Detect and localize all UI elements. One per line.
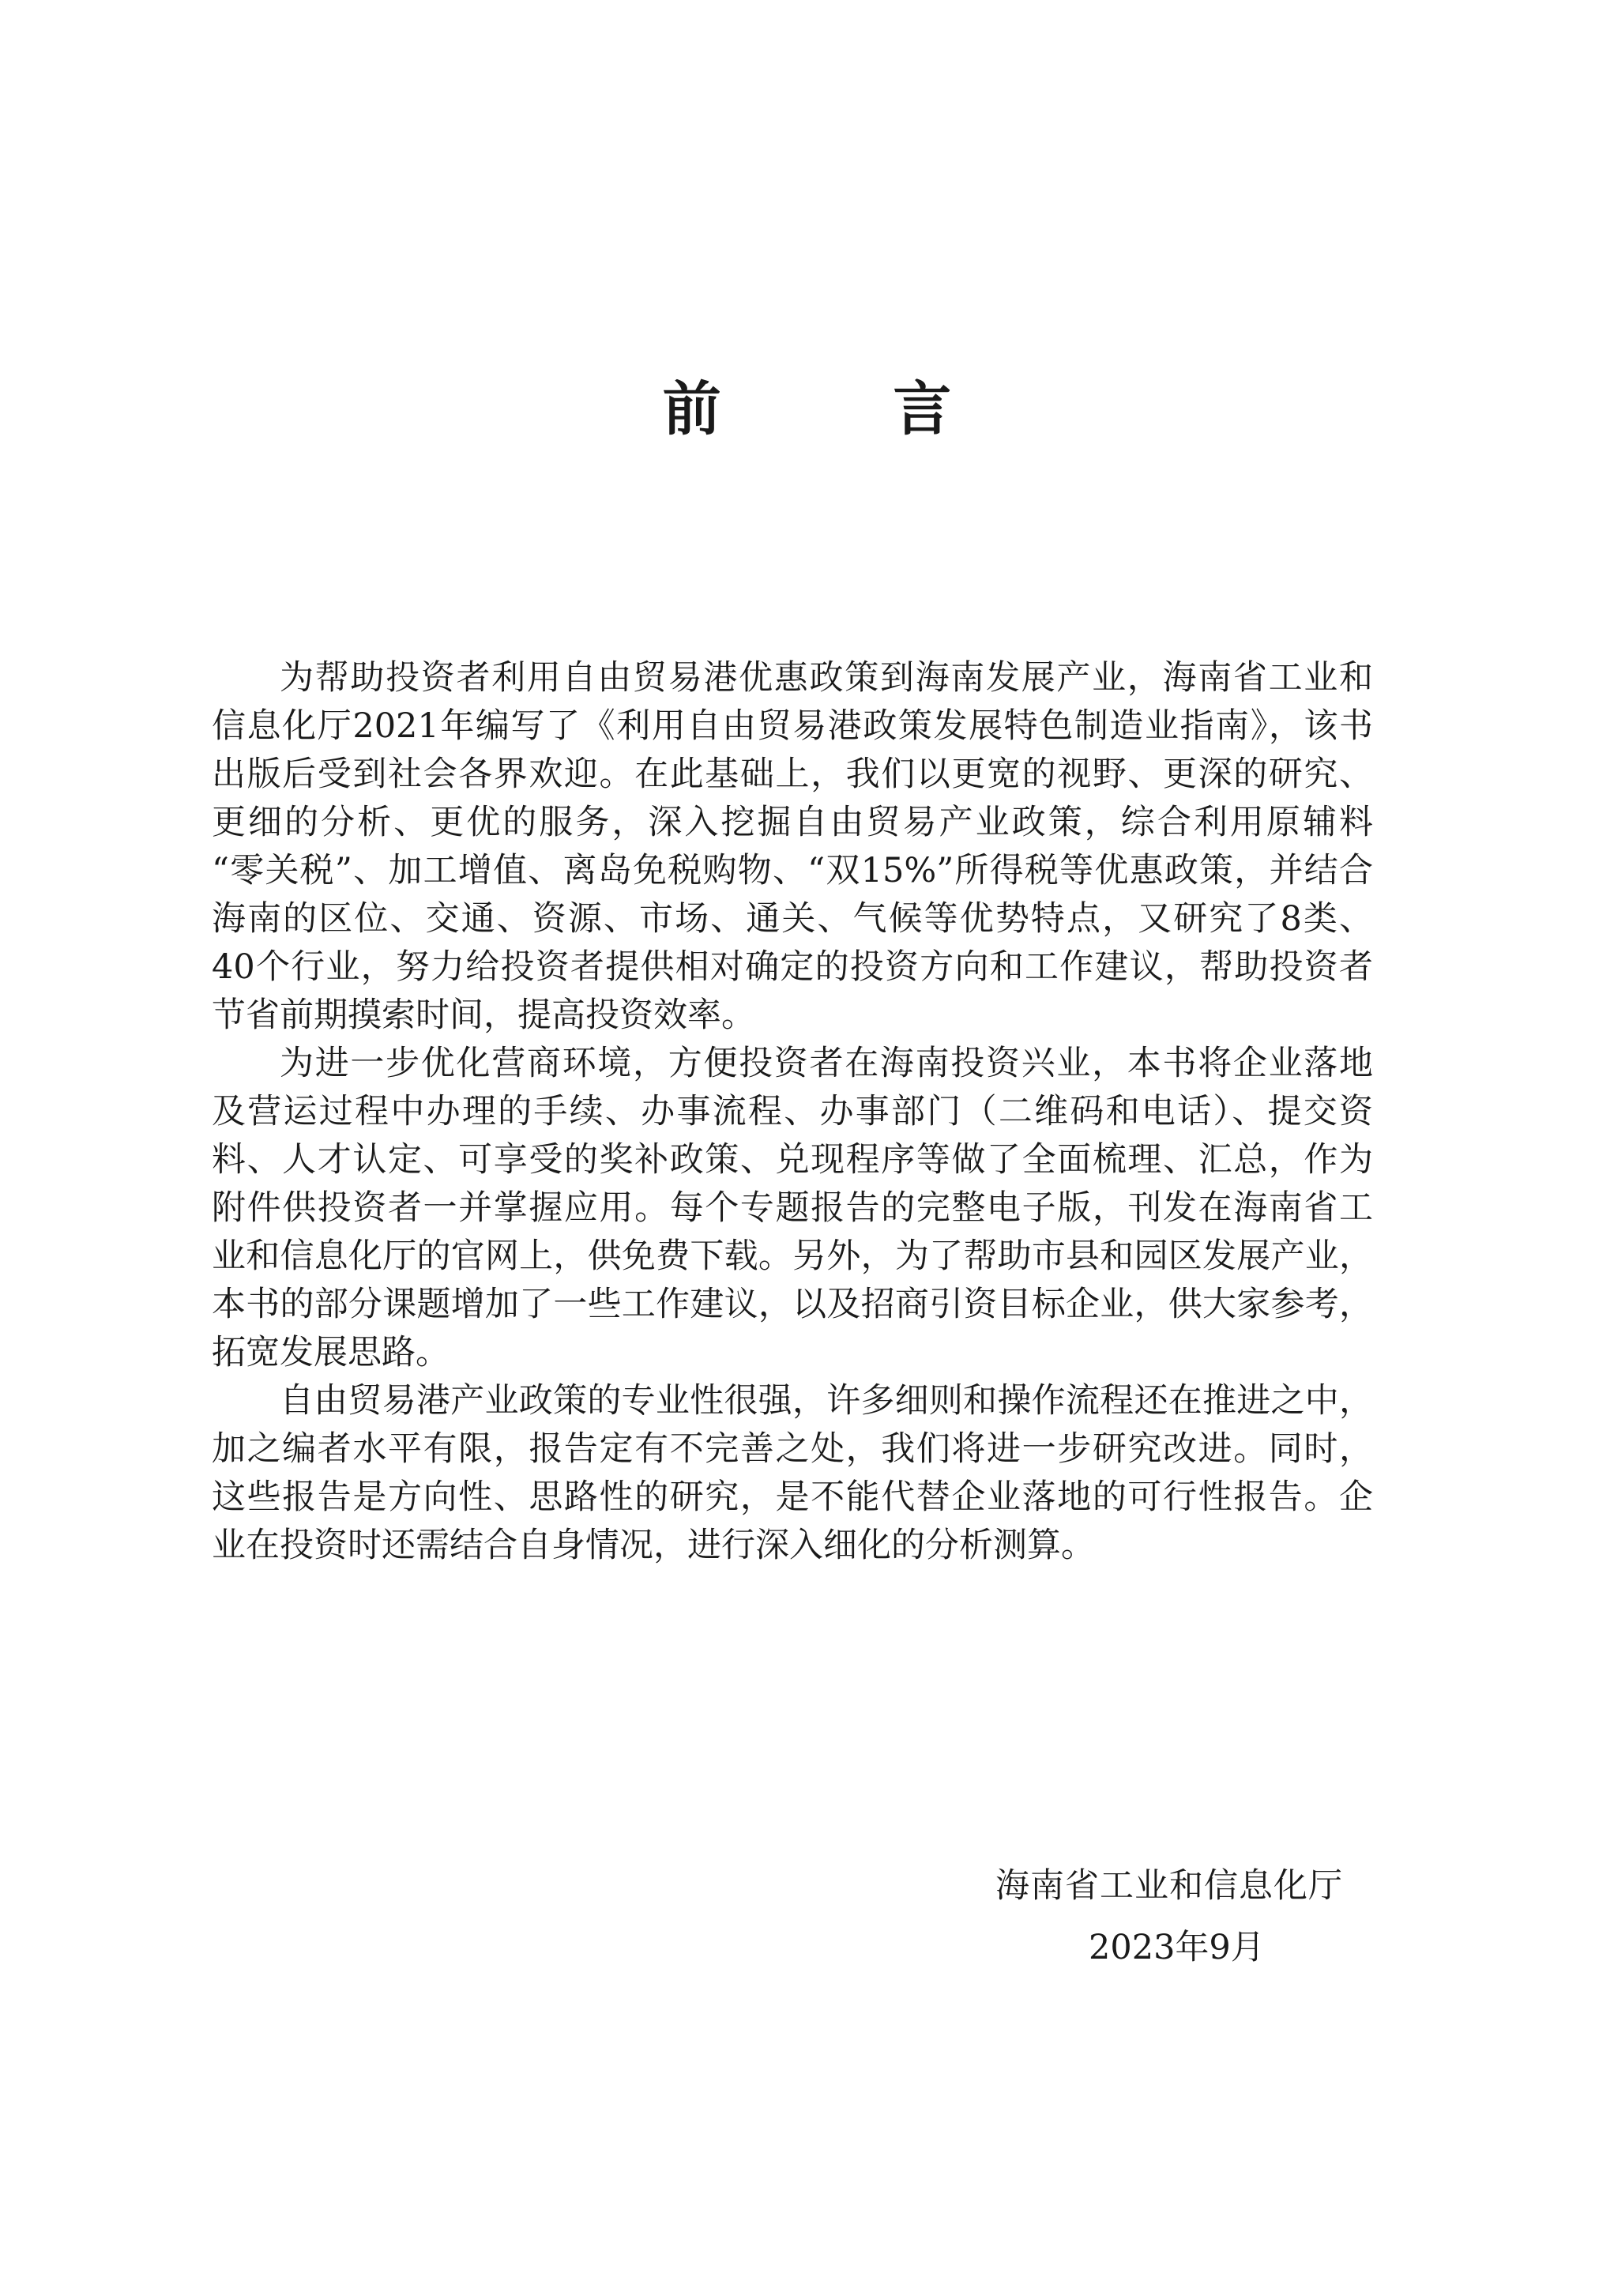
text-line: 拓宽发展思路。 — [212, 1333, 450, 1372]
text-line: 海南的区位、交通、资源、市场、通关、气候等优势特点，又研究了8类、 — [212, 899, 1373, 939]
signature-block — [995, 1855, 1359, 1978]
text-line: 出版后受到社会各界欢迎。在此基础上，我们以更宽的视野、更深的研究、 — [212, 755, 1373, 794]
page-title: 前 言 — [662, 375, 1028, 443]
text-line: 业和信息化厅的官网上，供免费下载。另外，为了帮助市县和园区发展产业， — [212, 1236, 1373, 1276]
paragraph — [212, 1377, 1373, 1570]
text-line: 更细的分析、更优的服务，深入挖掘自由贸易产业政策，综合利用原辅料 — [212, 803, 1373, 842]
text-line: 本书的部分课题增加了一些工作建议，以及招商引资目标企业，供大家参考， — [212, 1285, 1373, 1324]
signature-org: 海南省工业和信息化厅 — [995, 1866, 1343, 1906]
text-line: 业在投资时还需结合自身情况，进行深入细化的分析测算。 — [212, 1526, 1095, 1565]
text-line: 自由贸易港产业政策的专业性很强，许多细则和操作流程还在推进之中， — [280, 1381, 1373, 1421]
text-line: 为帮助投资者利用自由贸易港优惠政策到海南发展产业，海南省工业和 — [280, 658, 1373, 698]
text-line: 料、人才认定、可享受的奖补政策、兑现程序等做了全面梳理、汇总，作为 — [212, 1140, 1373, 1180]
signature-date: 2023年9月 — [1089, 1928, 1265, 1967]
text-line: 信息化厅2021年编写了《利用自由贸易港政策发展特色制造业指南》，该书 — [212, 706, 1373, 746]
paragraph — [212, 654, 1373, 1040]
text-line: 这些报告是方向性、思路性的研究，是不能代替企业落地的可行性报告。企 — [212, 1477, 1373, 1517]
text-line: 加之编者水平有限，报告定有不完善之处，我们将进一步研究改进。同时， — [212, 1429, 1373, 1469]
text-line: 为进一步优化营商环境，方便投资者在海南投资兴业，本书将企业落地 — [280, 1044, 1373, 1083]
text-line: 附件供投资者一并掌握应用。每个专题报告的完整电子版，刊发在海南省工 — [212, 1188, 1373, 1228]
paragraph — [212, 1040, 1373, 1377]
text-line: 40个行业，努力给投资者提供相对确定的投资方向和工作建议，帮助投资者 — [212, 947, 1373, 987]
text-line: 节省前期摸索时间，提高投资效率。 — [212, 996, 755, 1035]
text-line: “零关税”、加工增值、离岛免税购物、“双15%”所得税等优惠政策，并结合 — [212, 851, 1373, 890]
body-text — [212, 654, 1373, 1570]
text-line: 及营运过程中办理的手续、办事流程、办事部门（二维码和电话）、提交资 — [212, 1092, 1373, 1131]
